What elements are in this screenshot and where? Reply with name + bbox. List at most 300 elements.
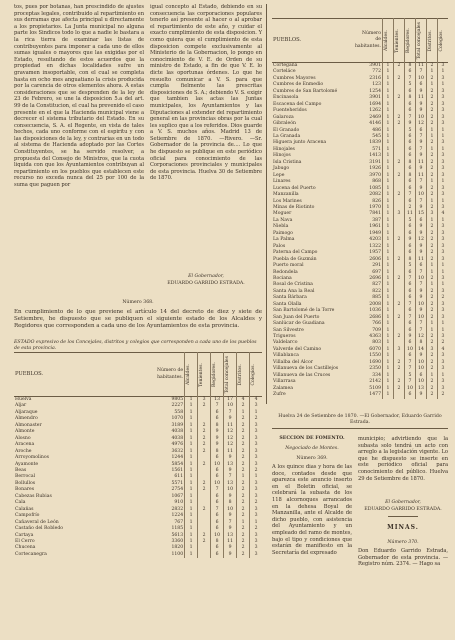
total-cell: 10 (415, 302, 426, 308)
regidores-cell: 7 (404, 315, 415, 321)
regidores-cell: 6 (404, 308, 415, 314)
distritos-cell: 2 (426, 276, 437, 282)
total-cell: 13 (224, 533, 237, 539)
population-cell: 697 (372, 269, 381, 275)
town-name: Encinasola (273, 95, 299, 101)
regidores-cell: 6 (211, 474, 224, 480)
tenientes-cell: 2 (393, 334, 404, 340)
total-cell: 11 (415, 63, 426, 70)
town-name: Cartaya (15, 532, 34, 538)
alcaldes-cell: 1 (383, 244, 394, 250)
colegios-cell: 3 (437, 360, 448, 366)
town-name: Sanlúcar de Guadiana (273, 321, 325, 327)
distritos-cell: 2 (237, 526, 250, 532)
town-name: Aroche (15, 448, 32, 454)
town-name: Almendro (15, 416, 38, 422)
total-cell: 8 (415, 340, 426, 346)
decree-368-text: En cumplimiento de lo que previene el artículo 14 del decreto de diez y siete de Setiembre, he dispuesto que se publiquen el siguiente estado de los Alcaldes y Regidores que corresponden a cada uno de los Ayuntamientos de esta provincia. (14, 309, 262, 330)
colegios-cell: 1 (437, 282, 448, 288)
colegios-cell: 2 (250, 416, 262, 422)
alcaldes-cell: 1 (383, 231, 394, 237)
town-name: Alosno (15, 435, 31, 441)
distritos-cell: 2 (426, 315, 437, 321)
population-cell: 1067 (171, 493, 184, 499)
population-cell: 1926 (369, 166, 381, 172)
alcaldes-cell: 1 (383, 289, 394, 295)
regidores-cell: 9 (211, 436, 224, 442)
regidores-cell: 8 (404, 95, 415, 101)
tenientes-cell: 2 (393, 95, 404, 101)
distritos-cell: 2 (426, 89, 437, 95)
population-cell: 1244 (171, 455, 184, 461)
regidores-cell: 8 (211, 539, 224, 545)
regidores-cell: 7 (404, 379, 415, 385)
town-name: Villablanca (273, 353, 299, 359)
total-cell: 6 (415, 263, 426, 269)
alcaldes-cell: 1 (185, 533, 198, 539)
total-cell: 9 (415, 205, 426, 211)
table-row (14, 552, 262, 558)
regidores-cell: 6 (211, 545, 224, 551)
header-colegios: Colegios. (251, 363, 257, 386)
colegios-cell: 3 (437, 276, 448, 282)
header-regidores: Regidores. (212, 361, 218, 388)
colegios-cell: 1 (437, 128, 448, 134)
total-cell: 9 (224, 513, 237, 519)
tenientes-cell: 2 (393, 115, 404, 121)
town-name: Trigueros (273, 334, 296, 340)
population-cell: 827 (372, 282, 381, 288)
population-cell: 1550 (369, 353, 381, 359)
population-cell: 709 (372, 327, 381, 333)
distritos-cell: 1 (426, 321, 437, 327)
distritos-cell: 2 (426, 386, 437, 392)
tenientes-cell: 2 (198, 539, 211, 545)
alcaldes-cell: 1 (185, 468, 198, 474)
population-cell: 545 (372, 133, 381, 139)
population-cell: 2227 (171, 403, 184, 409)
regidores-cell: 6 (404, 102, 415, 108)
regidores-cell: 8 (404, 173, 415, 179)
town-name: Cumbres Mayores (273, 75, 316, 81)
colegios-cell: 3 (437, 153, 448, 159)
tenientes-cell: 2 (393, 366, 404, 372)
total-cell: 6 (415, 128, 426, 134)
town-name: Jabugo (273, 166, 290, 172)
distritos-cell: 2 (426, 360, 437, 366)
alcaldes-cell: 1 (185, 481, 198, 487)
tenientes-cell: 3 (393, 347, 404, 353)
population-cell: 1224 (171, 513, 184, 519)
colegios-cell: 3 (437, 108, 448, 114)
town-name: Villalba del Alcor (273, 359, 313, 365)
distritos-cell: 2 (426, 102, 437, 108)
distritos-cell: 1 (426, 270, 437, 276)
header-pueblos-right: PUEBLOS. (273, 37, 302, 44)
regidores-cell: 6 (211, 513, 224, 519)
colegios-cell: 3 (250, 539, 262, 545)
colegios-cell: 3 (437, 302, 448, 308)
alcaldes-cell: 1 (383, 121, 394, 127)
total-cell: 7 (415, 134, 426, 140)
population-cell: 1961 (369, 224, 381, 230)
regidores-cell: 6 (404, 147, 415, 153)
regidores-cell: 5 (404, 373, 415, 379)
population-cell: 1070 (171, 416, 184, 422)
town-name: Cumbres de San Bartolomé (273, 88, 338, 94)
header-distritos: Distritos. (238, 363, 244, 386)
column-1-text: tos, pues por botanas, han prescindido de ajustes proceptas legales, contribuido al repartimiento en sus derramas que afecta principal u directamente a los propietarios. La Junta municipal no alguna parte los Sindicos todo lo que a nadie le bastara a la rica tierra de examinar las listas de contribuyentes para imponer a cada uno de ellos sumas iguales o mayores que las exigidas por el Estado, resultando de estos acuerdos que la propiedad en dichas localidades sufre un gravamen insoportable, con el cual se completa hasta en ocho mes anguatiano la crisis producida por la carencia de otros elementos ahora. A estas consideraciones que se desprenden de la ley de 23 de Febrero, se une la disposicion 5.a del art. 99 de la Constitucion, el cual ha prevenido el caso presente en el que la Hacienda municipal viene a decrecer el sistema tributario del Estado. En su consecuencia, S. A. el Regente, en vista de tales hechos, cada uno conforme con el espiritu y con las disposiciones de la ley, y contrarias en un todo al sistema de Hacienda adoptado por las Cortes Constituyentes, se ha servido resolver, a propuesta del Consejo de Ministros, que la cuota liquida con que los Ayuntamientos contribuyan al repartimiento en los pueblos que establecen este recurso no exceda nunca del 25 por 100 de la suma que paguen por (14, 4, 144, 189)
regidores-cell: 6 (404, 69, 415, 75)
tenientes-cell: 2 (393, 63, 404, 70)
town-name: Lepe (273, 172, 285, 178)
colegios-cell: 1 (250, 410, 262, 416)
colegios-cell: 3 (250, 494, 262, 500)
total-cell: 9 (415, 353, 426, 359)
colegios-cell: 3 (250, 449, 262, 455)
colegios-cell: 1 (437, 179, 448, 185)
total-cell: 9 (415, 186, 426, 192)
distritos-cell: 2 (237, 449, 250, 455)
alcaldes-cell: 1 (383, 69, 394, 75)
distritos-cell: 2 (426, 186, 437, 192)
colegios-cell: 1 (437, 69, 448, 75)
population-cell: 486 (372, 127, 381, 133)
total-cell: 9 (224, 552, 237, 558)
population-cell: 1322 (369, 243, 381, 249)
population-cell: 2686 (369, 314, 381, 320)
town-name: Moguer (273, 211, 292, 217)
population-cell: 772 (372, 69, 381, 75)
colegios-cell: 3 (437, 166, 448, 172)
population-cell: 1254 (369, 88, 381, 94)
total-cell: 10 (415, 360, 426, 366)
total-cell: 10 (224, 507, 237, 513)
total-cell: 11 (415, 173, 426, 179)
distritos-cell: 2 (426, 353, 437, 359)
total-cell: 7 (415, 199, 426, 205)
tenientes-cell: 2 (393, 237, 404, 243)
tenientes-cell: 2 (198, 533, 211, 539)
header-pueblos: PUEBLOS. (15, 371, 44, 378)
alcaldes-cell: 1 (185, 520, 198, 526)
town-name: Paterna del Campo (273, 250, 318, 256)
alcaldes-cell: 1 (383, 224, 394, 230)
town-name: Berrocal (15, 474, 36, 480)
town-name: San Silvestre (273, 327, 304, 333)
total-cell: 14 (415, 347, 426, 353)
colegios-cell: 2 (437, 340, 448, 346)
population-cell: 4363 (369, 334, 381, 340)
town-name: Hinojos (273, 153, 291, 159)
regidores-cell: 6 (404, 108, 415, 114)
town-name: Almonaster (15, 422, 42, 428)
header-tenientes-right: Tenientes. (394, 28, 400, 53)
population-cell: 291 (372, 263, 381, 269)
distritos-cell: 2 (426, 63, 437, 70)
regidores-cell: 6 (404, 224, 415, 230)
total-cell: 10 (224, 487, 237, 493)
colegios-cell: 3 (437, 160, 448, 166)
alcaldes-cell: 1 (185, 500, 198, 506)
regidores-cell: 9 (404, 237, 415, 243)
distritos-cell: 2 (237, 416, 250, 422)
alcaldes-cell: 1 (383, 263, 394, 269)
alcaldes-cell: 1 (383, 360, 394, 366)
colegios-cell: 3 (437, 205, 448, 211)
total-cell: 9 (224, 545, 237, 551)
distritos-cell: 2 (426, 95, 437, 101)
population-cell: 1100 (171, 551, 184, 557)
alcaldes-cell: 1 (383, 257, 394, 263)
population-cell: 3360 (171, 538, 184, 544)
regidores-cell: 8 (211, 449, 224, 455)
colegios-cell: 2 (437, 392, 448, 398)
total-cell: 11 (415, 160, 426, 166)
regidores-cell: 6 (404, 321, 415, 327)
colegios-cell: 3 (250, 487, 262, 493)
regidores-cell: 10 (211, 462, 224, 468)
colegios-cell: 3 (437, 237, 448, 243)
left-councillors-table (14, 352, 262, 558)
alcaldes-cell: 1 (383, 134, 394, 140)
distritos-cell: 2 (237, 403, 250, 409)
alcaldes-cell: 1 (383, 205, 394, 211)
distritos-cell: 3 (426, 211, 437, 217)
distritos-cell: 2 (237, 494, 250, 500)
total-cell: 12 (415, 121, 426, 127)
regidores-cell: 11 (404, 211, 415, 217)
alcaldes-cell: 1 (383, 128, 394, 134)
tenientes-cell: 2 (393, 121, 404, 127)
colegios-cell: 3 (437, 173, 448, 179)
colegios-cell: 3 (250, 423, 262, 429)
colegios-cell: 3 (437, 95, 448, 101)
distritos-cell: 2 (237, 442, 250, 448)
alcaldes-cell: 1 (383, 173, 394, 179)
colegios-cell: 3 (437, 257, 448, 263)
alcaldes-cell: 1 (383, 218, 394, 224)
alcaldes-cell: 1 (383, 237, 394, 243)
regidores-cell: 13 (211, 397, 224, 404)
column-divider (266, 4, 267, 404)
population-cell: 3970 (369, 172, 381, 178)
total-cell: 7 (415, 328, 426, 334)
colegios-cell: 4 (437, 211, 448, 217)
town-name: Cortegana (273, 63, 298, 68)
total-cell: 9 (224, 494, 237, 500)
header-total: Total concejales (225, 355, 231, 394)
regidores-cell: 7 (404, 115, 415, 121)
tenientes-cell: 2 (198, 442, 211, 448)
tenientes-cell: 2 (393, 76, 404, 82)
population-cell: 1036 (369, 308, 381, 314)
town-name: Villanueva de los Castillejos (273, 366, 339, 372)
total-cell: 9 (415, 295, 426, 301)
tenientes-cell: 2 (393, 379, 404, 385)
population-cell: 2082 (369, 192, 381, 198)
distritos-cell: 2 (237, 468, 250, 474)
distritos-cell: 2 (426, 334, 437, 340)
total-cell: 9 (415, 250, 426, 256)
total-cell: 9 (415, 224, 426, 230)
distritos-cell: 3 (426, 347, 437, 353)
colegios-cell: 2 (250, 500, 262, 506)
town-name: Santa Ana la Real (273, 288, 315, 294)
population-cell: 1262 (369, 108, 381, 114)
short-rule (388, 516, 418, 517)
header-tenientes: Tenientes. (199, 362, 205, 387)
town-name: Fuenteheridos (273, 108, 307, 114)
total-cell: 13 (415, 386, 426, 392)
distritos-cell: 2 (426, 379, 437, 385)
population-cell: 611 (174, 474, 184, 480)
tenientes-cell: 2 (393, 386, 404, 392)
colegios-cell: 3 (437, 334, 448, 340)
total-cell: 9 (415, 244, 426, 250)
town-name: Huelva (15, 397, 32, 402)
town-name: Galaroza (273, 114, 294, 120)
regidores-cell: 6 (211, 520, 224, 526)
regidores-cell: 5 (404, 218, 415, 224)
total-cell: 7 (415, 69, 426, 75)
regidores-cell: 6 (404, 328, 415, 334)
tenientes-cell: 2 (198, 462, 211, 468)
total-cell: 15 (415, 211, 426, 217)
population-cell: 1477 (369, 392, 381, 398)
regidores-cell: 9 (404, 334, 415, 340)
alcaldes-cell: 1 (383, 353, 394, 359)
town-name: Villanueva de las Cruces (273, 372, 331, 378)
distritos-cell: 2 (426, 237, 437, 243)
town-name: Cortecanegra (15, 551, 47, 557)
town-name: Santa Olalla (273, 301, 302, 307)
distritos-cell: 1 (426, 147, 437, 153)
town-name: Aracena (15, 442, 35, 448)
distritos-cell: 2 (237, 500, 250, 506)
population-cell: 5854 (171, 461, 184, 467)
total-cell: 9 (415, 140, 426, 146)
colegios-cell: 1 (437, 199, 448, 205)
population-cell: 2696 (369, 275, 381, 281)
alcaldes-cell: 1 (383, 366, 394, 372)
distritos-cell: 2 (237, 487, 250, 493)
subasta-369-text-b: municipio; advirtiendo que la subasta solo tendrá un acto con arreglo a la legislación vigente. Lo que he dispuesto se inserte en este periódico oficial para conocimiento del público. Huelva 29 de Setiembre de 1870. (358, 436, 448, 482)
colegios-cell: 3 (250, 481, 262, 487)
distritos-cell: 2 (426, 108, 437, 114)
alcaldes-cell: 1 (383, 82, 394, 88)
right-councillors-table (272, 18, 448, 399)
town-name: Gibraleón (273, 121, 296, 127)
population-cell: 1949 (369, 230, 381, 236)
total-cell: 9 (224, 416, 237, 422)
town-name: Escacena del Campo (273, 101, 322, 107)
alcaldes-cell: 1 (185, 494, 198, 500)
alcaldes-cell: 1 (383, 179, 394, 185)
alcaldes-cell: 1 (383, 108, 394, 114)
colegios-cell: 3 (250, 533, 262, 539)
alcaldes-cell: 1 (383, 295, 394, 301)
population-cell: 3189 (171, 422, 184, 428)
population-cell: 3632 (171, 448, 184, 454)
population-cell: 9805 (171, 397, 184, 402)
alcaldes-cell: 1 (383, 140, 394, 146)
total-cell: 9 (415, 308, 426, 314)
total-cell: 11 (224, 539, 237, 545)
town-name: Cañaveral de León (15, 519, 59, 525)
alcaldes-cell: 1 (383, 347, 394, 353)
population-cell: 4038 (171, 429, 184, 435)
town-name: San Bartolomé de la Torre (273, 308, 335, 314)
colegios-cell: 3 (437, 76, 448, 82)
total-cell: 10 (415, 76, 426, 82)
population-cell: 5109 (369, 385, 381, 391)
regidores-cell: 9 (404, 121, 415, 127)
total-cell: 9 (224, 468, 237, 474)
population-cell: 4976 (171, 442, 184, 448)
colegios-cell: 3 (437, 115, 448, 121)
alcaldes-cell: 1 (383, 302, 394, 308)
tenientes-cell: 2 (393, 315, 404, 321)
population-cell: 766 (372, 321, 381, 327)
regidores-cell: 8 (211, 423, 224, 429)
estado-caption: ESTADO expresivo de los Concejales, distritos y colegios que corresponden a cada uno de los pueblos de esta provincia. (14, 340, 257, 351)
distritos-cell: 2 (237, 539, 250, 545)
alcaldes-cell: 1 (383, 147, 394, 153)
regidores-cell: 7 (211, 507, 224, 513)
tenientes-cell: 2 (198, 487, 211, 493)
regidores-cell: 6 (211, 552, 224, 558)
total-cell: 12 (415, 334, 426, 340)
total-cell: 9 (415, 231, 426, 237)
town-name: El Cerro (15, 538, 35, 544)
tenientes-cell: 2 (393, 257, 404, 263)
regidores-cell: 10 (211, 533, 224, 539)
colegios-cell: 3 (250, 442, 262, 448)
distritos-cell: 2 (426, 302, 437, 308)
town-name: Valverde del Camino (273, 346, 322, 352)
population-cell: 5613 (171, 532, 184, 538)
regidores-cell: 7 (211, 403, 224, 409)
alcaldes-cell: 1 (185, 462, 198, 468)
alcaldes-cell: 1 (185, 474, 198, 480)
regidores-cell: 8 (404, 63, 415, 70)
tenientes-cell: 2 (198, 507, 211, 513)
tenientes-cell: 2 (393, 160, 404, 166)
distritos-cell: 2 (237, 462, 250, 468)
regidores-cell: 6 (404, 392, 415, 398)
distritos-cell: 2 (426, 366, 437, 372)
colegios-cell: 3 (437, 140, 448, 146)
colegios-cell: 3 (437, 186, 448, 192)
total-cell: 9 (224, 526, 237, 532)
alcaldes-cell: 1 (383, 250, 394, 256)
tenientes-cell: 3 (393, 211, 404, 217)
population-cell: 3901 (369, 95, 381, 101)
distritos-cell: 2 (426, 308, 437, 314)
header-alcaldes: Alcaldes. (186, 363, 192, 386)
tenientes-cell: 2 (198, 436, 211, 442)
alcaldes-cell: 1 (185, 403, 198, 409)
town-name: Castaño del Robledo (15, 526, 64, 532)
colegios-cell: 3 (437, 192, 448, 198)
total-cell: 10 (415, 115, 426, 121)
total-cell: 11 (415, 257, 426, 263)
distritos-cell: 1 (426, 373, 437, 379)
colegios-cell: 3 (250, 403, 262, 409)
alcaldes-cell: 1 (185, 545, 198, 551)
population-cell: 2469 (369, 114, 381, 120)
